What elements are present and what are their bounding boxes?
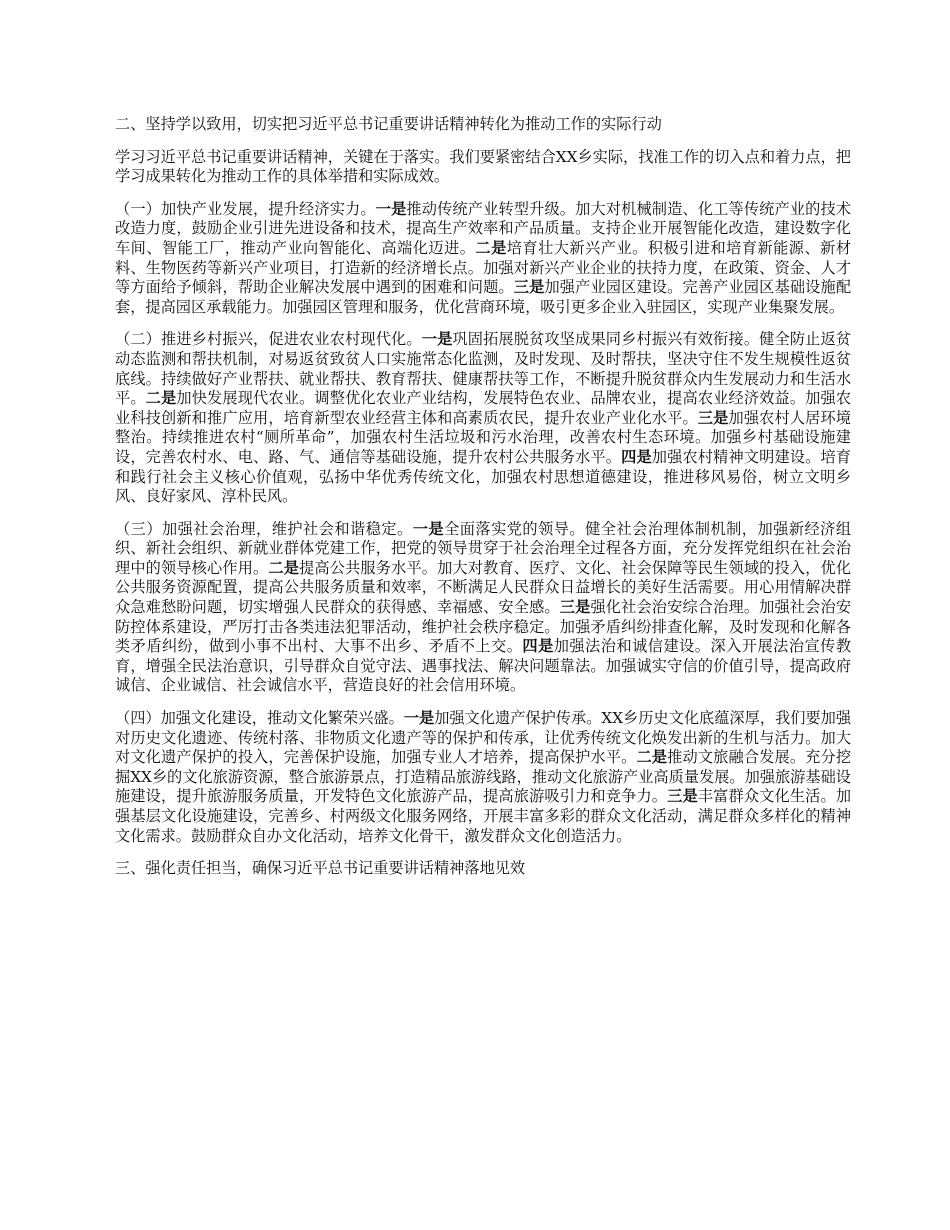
document-page: [115, 115, 851, 892]
paragraph-governance: [115, 520, 851, 696]
paragraph-text: 加强文化遗产保护传承。XX乡历史文化底蕴深厚，我们要加强对历史文化遗迹、传统村落、非物质文化遗产等的保护和传承，让优秀传统文化焕发出新的生机与活力。加大对文化遗产保护的投入，完善保护设施，加强专业人才培养，提高保护水平。: [115, 709, 852, 767]
keyword-second: 二是: [145, 389, 177, 408]
paragraph-text: 加强法治和诚信建设。深入开展法治宣传教育，增强全民法治意识，引导群众自觉守法、遇事找法、解决问题靠法。加强诚实守信的价值引导，提高政府诚信、企业诚信、社会诚信水平，营造良好的社会信用环境。: [115, 637, 852, 695]
keyword-third: 三是: [667, 787, 698, 806]
paragraph-text: 培育壮大新兴产业。积极引进和培育新能源、新材料、生物医药等新兴产业项目，打造新的经济增长点。加强对新兴产业企业的扶持力度，在政策、资金、人才等方面给予倾斜，帮助企业解决发展中遇到的困难和问题。: [115, 238, 852, 297]
keyword-third: 三是: [559, 598, 591, 617]
paragraph-lead: （三）加强社会治理，维护社会和谐稳定。: [115, 519, 413, 538]
intro-paragraph: 学习习近平总书记重要讲话精神，关键在于落实。我们要紧密结合XX乡实际，找准工作的切入点和着力点，把学习成果转化为推动工作的具体举措和实际成效。: [115, 147, 851, 186]
paragraph-text: 推动传统产业转型升级。加大对机械制造、化工等传统产业的技术改造力度，鼓励企业引进先进设备和技术，提高生产效率和产品质量。支持企业开展智能化改造，建设数字化车间、智能工厂，推动产业向智能化、高端化迈进。: [115, 199, 852, 257]
keyword-first: 一是: [375, 199, 407, 218]
keyword-first: 一是: [412, 519, 445, 538]
keyword-first: 一是: [421, 330, 453, 349]
section-heading-3: 三、强化责任担当，确保习近平总书记重要讲话精神落地见效: [115, 859, 526, 878]
keyword-third: 三是: [697, 408, 729, 427]
keyword-second: 二是: [636, 748, 668, 767]
paragraph-text: 全面落实党的领导。健全社会治理体制机制，加强新经济组织、新社会组织、新就业群体党建工作，把党的领导贯穿于社会治理全过程各方面，充分发挥党组织在社会治理中的领导核心作用。: [115, 519, 852, 577]
keyword-fourth: 四是: [621, 447, 652, 466]
paragraph-text: 提高公共服务水平。加大对教育、医疗、文化、社会保障等民生领域的投入，优化公共服务资源配置，提高公共服务质量和效率，不断满足人民群众日益增长的美好生活需要。用心用情解决群众急难愁盼问题，切实增强人民群众的获得感、幸福感、安全感。: [115, 558, 852, 617]
keyword-first: 一是: [403, 709, 435, 728]
paragraph-industry: [115, 200, 851, 318]
keyword-second: 二是: [268, 558, 300, 577]
paragraph-text: 加强产业园区建设。完善产业园区基础设施配套，提高园区承载能力。加强园区管理和服务，优化营商环境，吸引更多企业入驻园区，实现产业集聚发展。: [115, 278, 852, 316]
paragraph-text: 强化社会治安综合治理。加强社会治安防控体系建设，严厉打击各类违法犯罪活动，维护社会秩序稳定。加强矛盾纠纷排查化解，及时发现和化解各类矛盾纠纷，做到小事不出村、大事不出乡、矛盾不上交。: [115, 598, 852, 656]
paragraph-lead: （二）推进乡村振兴，促进农业农村现代化。: [115, 330, 422, 349]
paragraph-text: 加强农村精神文明建设。培育和践行社会主义核心价值观，弘扬中华优秀传统文化，加强农村思想道德建设，推进移风易俗，树立文明乡风、良好家风、淳朴民风。: [115, 447, 852, 506]
paragraph-lead: （四）加强文化建设，推动文化繁荣兴盛。: [115, 709, 404, 728]
paragraph-rural: [115, 330, 851, 506]
paragraph-text: 推动文旅融合发展。充分挖掘XX乡的文化旅游资源，整合旅游景点，打造精品旅游线路，推动文化旅游产业高质量发展。加强旅游基础设施建设，提升旅游服务质量，开发特色文化旅游产品，提高旅游吸引力和竞争力。: [115, 748, 852, 806]
keyword-second: 二是: [475, 238, 507, 257]
paragraph-text: 巩固拓展脱贫攻坚成果同乡村振兴有效衔接。健全防止返贫动态监测和帮扶机制，对易返贫致贫人口实施常态化监测，及时发现、及时帮扶，坚决守住不发生规模性返贫底线。持续做好产业帮扶、就业帮扶、教育帮扶、健康帮扶等工作，不断提升脱贫群众内生发展动力和生活水平。: [115, 330, 852, 408]
paragraph-text: 加快发展现代农业。调整优化农业产业结构，发展特色农业、品牌农业，提高农业经济效益。加强农业科技创新和推广应用，培育新型农业经营主体和高素质农民，提升农业产业化水平。: [115, 389, 852, 427]
paragraph-text: 丰富群众文化生活。加强基层文化设施建设，完善乡、村两级文化服务网络，开展丰富多彩的群众文化活动，满足群众多样化的精神文化需求。鼓励群众自办文化活动，培养文化骨干，激发群众文化创造活力。: [115, 787, 852, 845]
section-heading-2: 二、坚持学以致用，切实把习近平总书记重要讲话精神转化为推动工作的实际行动: [115, 115, 662, 133]
paragraph-lead: （一）加快产业发展，提升经济实力。: [115, 199, 376, 218]
paragraph-culture: [115, 709, 851, 846]
keyword-third: 三是: [513, 278, 545, 297]
keyword-fourth: 四是: [522, 637, 554, 656]
paragraph-text: 加强农村人居环境整治。持续推进农村“厕所革命”，加强农村生活垃圾和污水治理，改善农村生态环境。加强乡村基础设施建设，完善农村水、电、路、气、通信等基础设施，提升农村公共服务水平。: [115, 408, 852, 466]
